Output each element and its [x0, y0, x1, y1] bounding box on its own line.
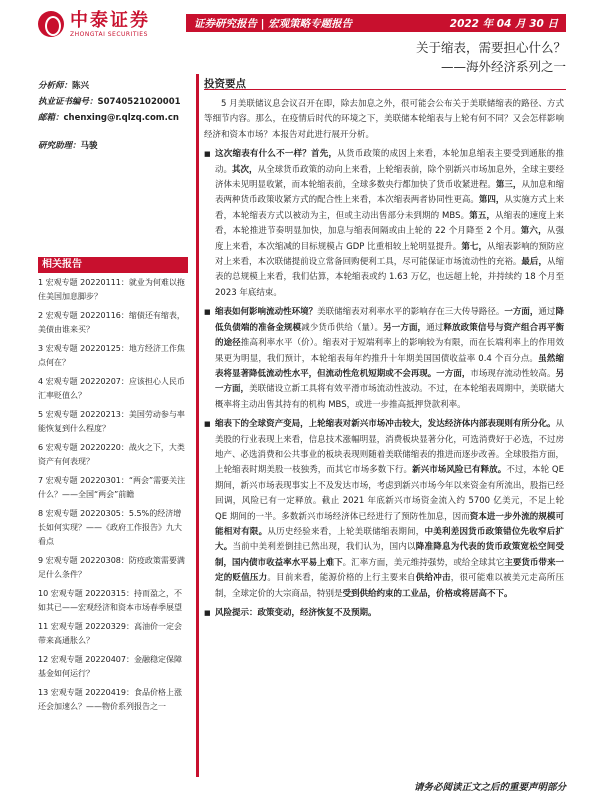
assistant-name: 马骏	[80, 141, 98, 151]
risk-warning: ■ 风险提示：政策变动，经济恢复不及预期。	[204, 606, 564, 621]
related-report-item[interactable]: 2 宏观专题 20220116：缩债还有缩表，美债由谁来买？	[38, 311, 185, 334]
related-report-item[interactable]: 4 宏观专题 20220207：应该担心人民币汇率贬值么？	[38, 377, 185, 400]
report-date: 2022 年 04 月 30 日	[449, 17, 558, 30]
analyst-info	[38, 78, 188, 154]
point-differences: ■ 这次缩表有什么不一样？首先，从货币政策的成因上来看，本轮加息缩表主要受到通胀的推动。其次，从全球货币政策的动向上来看，上轮缩表前，除个别新兴市场加息外，全球主要经济体未见明显收紧，而本轮缩表前，全球多数央行都加快了货币收紧进程。第三，从加息和缩表两种货币政策收紧方式的配合性上来看，本次缩表两者协同性更高。第四，从实施方式上来看，本轮缩表方式以被动为主，但或主动出售部分未到期的 MBS。第五，从缩表的速度上来看，本轮推进节奏明显加快，加息与缩表间隔或由上轮的 22 个月降至 2 个月。第六，从强度上来看，本次缩减的目标规模占 GDP 比重相较上轮明显提升。第七，从缩表影响的预防应对上来看，本次联储提前设立常备回购便利工具，尽可能保证市场流动性的充裕。最后，从缩表的总规模上来看，我们估算，本轮缩表或约 1.63 万亿，也远超上轮，并持续约 18 个月至 2023 年底结束。	[204, 147, 564, 301]
disclaimer-footer: 请务必阅读正文之后的重要声明部分	[413, 782, 566, 793]
related-report-item[interactable]: 8 宏观专题 20220305：5.5%的经济增长如何实现？——《政府工作报告》九大看点	[38, 509, 182, 546]
analyst-name: 陈兴	[72, 81, 90, 91]
invest-points-body	[204, 97, 564, 625]
section-rail	[196, 74, 199, 777]
related-report-item[interactable]: 12 宏观专题 20220407：金融稳定保障基金如何运行？	[38, 655, 182, 678]
logo-icon	[38, 11, 64, 37]
related-report-item[interactable]: 3 宏观专题 20220125：地方经济工作焦点何在？	[38, 344, 185, 367]
company-logo	[38, 6, 150, 42]
related-report-item[interactable]: 13 宏观专题 20220419：食品价格上涨还会加速么？——物价系列报告之一	[38, 688, 182, 711]
assistant-line: 研究助理：马骏	[38, 141, 98, 151]
related-report-item[interactable]: 1 宏观专题 20220111：就业为何难以拖住美国加息脚步？	[38, 278, 185, 301]
email-line: 邮箱：chenxing@r.qlzq.com.cn	[38, 113, 179, 123]
related-report-item[interactable]: 11 宏观专题 20220329：高油价一定会带来高通胀么？	[38, 622, 182, 645]
report-title: 关于缩表，需要担心什么？	[415, 40, 566, 55]
related-reports-heading: 相关报告	[38, 257, 188, 273]
invest-points-heading: 投资要点	[204, 76, 566, 90]
report-category: 证券研究报告 | 宏观策略专题报告	[194, 17, 353, 30]
analyst-email[interactable]: chenxing@r.qlzq.com.cn	[63, 113, 179, 123]
point-liquidity: ■ 缩表如何影响流动性环境？美联储缩表对利率水平的影响存在三大传导路径。一方面，通过降低负债端的准备金规模减少货币供给（量）。另一方面，通过释放政策信号与资产组合再平衡的途径推高利率水平（价）。缩表对于短端利率上的影响较为有限，而在长端利率上的作用效果更为明显，我们预计，本轮缩表每年约推升十年期美国国债收益率 0.4 个百分点。虽然缩表将显著降低流动性水平，但流动性危机短期或不会再现。一方面，市场现存流动性较高。另一方面，美联储设立新工具将有效平滑市场流动性波动。不过，在本轮缩表周期中，美联储大概率将主动出售其持有的机构 MBS，或进一步推高抵押贷款利率。	[204, 305, 564, 413]
related-report-item[interactable]: 9 宏观专题 20220308：防疫政策需要满足什么条件？	[38, 556, 185, 579]
related-report-item[interactable]: 10 宏观专题 20220315：持而盈之，不如其已——宏观经济和资本市场春季展望	[38, 589, 182, 612]
report-header-bar	[186, 14, 566, 32]
logo-name-cn: 中泰证券	[70, 9, 150, 31]
point-global-assets: ■ 缩表下的全球资产变局，上轮缩表对新兴市场冲击较大，发达经济体内部表现则有所分化。从美股的行业表现上来看，信息技术涨幅明显，消费板块显著分化，可选消费好于必选，不过房地产、必选消费和公共事业的板块表现则随着美联储缩表的推进而逐步改善。全球股指方面，上轮缩表时期美股一枝独秀，而其它市场多数下行。新兴市场风险已有释放。不过，本轮 QE 期间，新兴市场表现事实上不及发达市场，考虑到新兴市场今年以来资金有所流出，股指已经回调，风险已有一定释放。截止 2021 年底新兴市场资金流入约 5700 亿美元，不足上轮 QE 期间的一半。多数新兴市场经济体已经进行了预防性加息，因而资本进一步外流的规模可能相对有限。从历史经验来看，上轮美联储缩表期间，中美利差因货币政策错位先收窄后扩大。当前中美利差倒挂已然出现，我们认为，国内以降准降息为代表的货币政策宽松空间受制，国内债市收益率水平易上难下。汇率方面，美元维持强势，或给全球其它主要货币带来一定的贬值压力。目前来看，能源价格的上行主要来自供给冲击，很可能难以被美元走高所压制，全球定价的大宗商品，特别是受到供给约束的工业品，价格或将居高不下。	[204, 417, 564, 602]
cert-line: 执业证书编号：S0740521020001	[38, 97, 181, 107]
logo-name-en: ZHONGTAI SECURITIES	[70, 30, 148, 38]
related-reports-list	[38, 276, 188, 719]
related-report-item[interactable]: 5 宏观专题 20220213：美国劳动参与率能恢复到什么程度？	[38, 410, 185, 433]
analyst-line: 分析师：陈兴	[38, 81, 90, 91]
cert-number: S0740521020001	[97, 97, 181, 107]
related-report-item[interactable]: 6 宏观专题 20220220：战火之下，大类资产有何表现？	[38, 443, 185, 466]
related-report-item[interactable]: 7 宏观专题 20220301：“两会”需要关注什么？——全国“两会”前瞻	[38, 476, 186, 499]
report-title-block	[416, 38, 566, 76]
report-subtitle: ——海外经济系列之一	[440, 59, 566, 74]
intro-paragraph: 5 月美联储议息会议召开在即，除去加息之外，很可能会公布关于美联储缩表的路径、方式等细节内容。那么，在疫情后时代的环境之下，美联储本轮缩表与上轮有何不同？又会怎样影响经济和资本市场？本报告对此进行展开分析。	[204, 99, 564, 140]
